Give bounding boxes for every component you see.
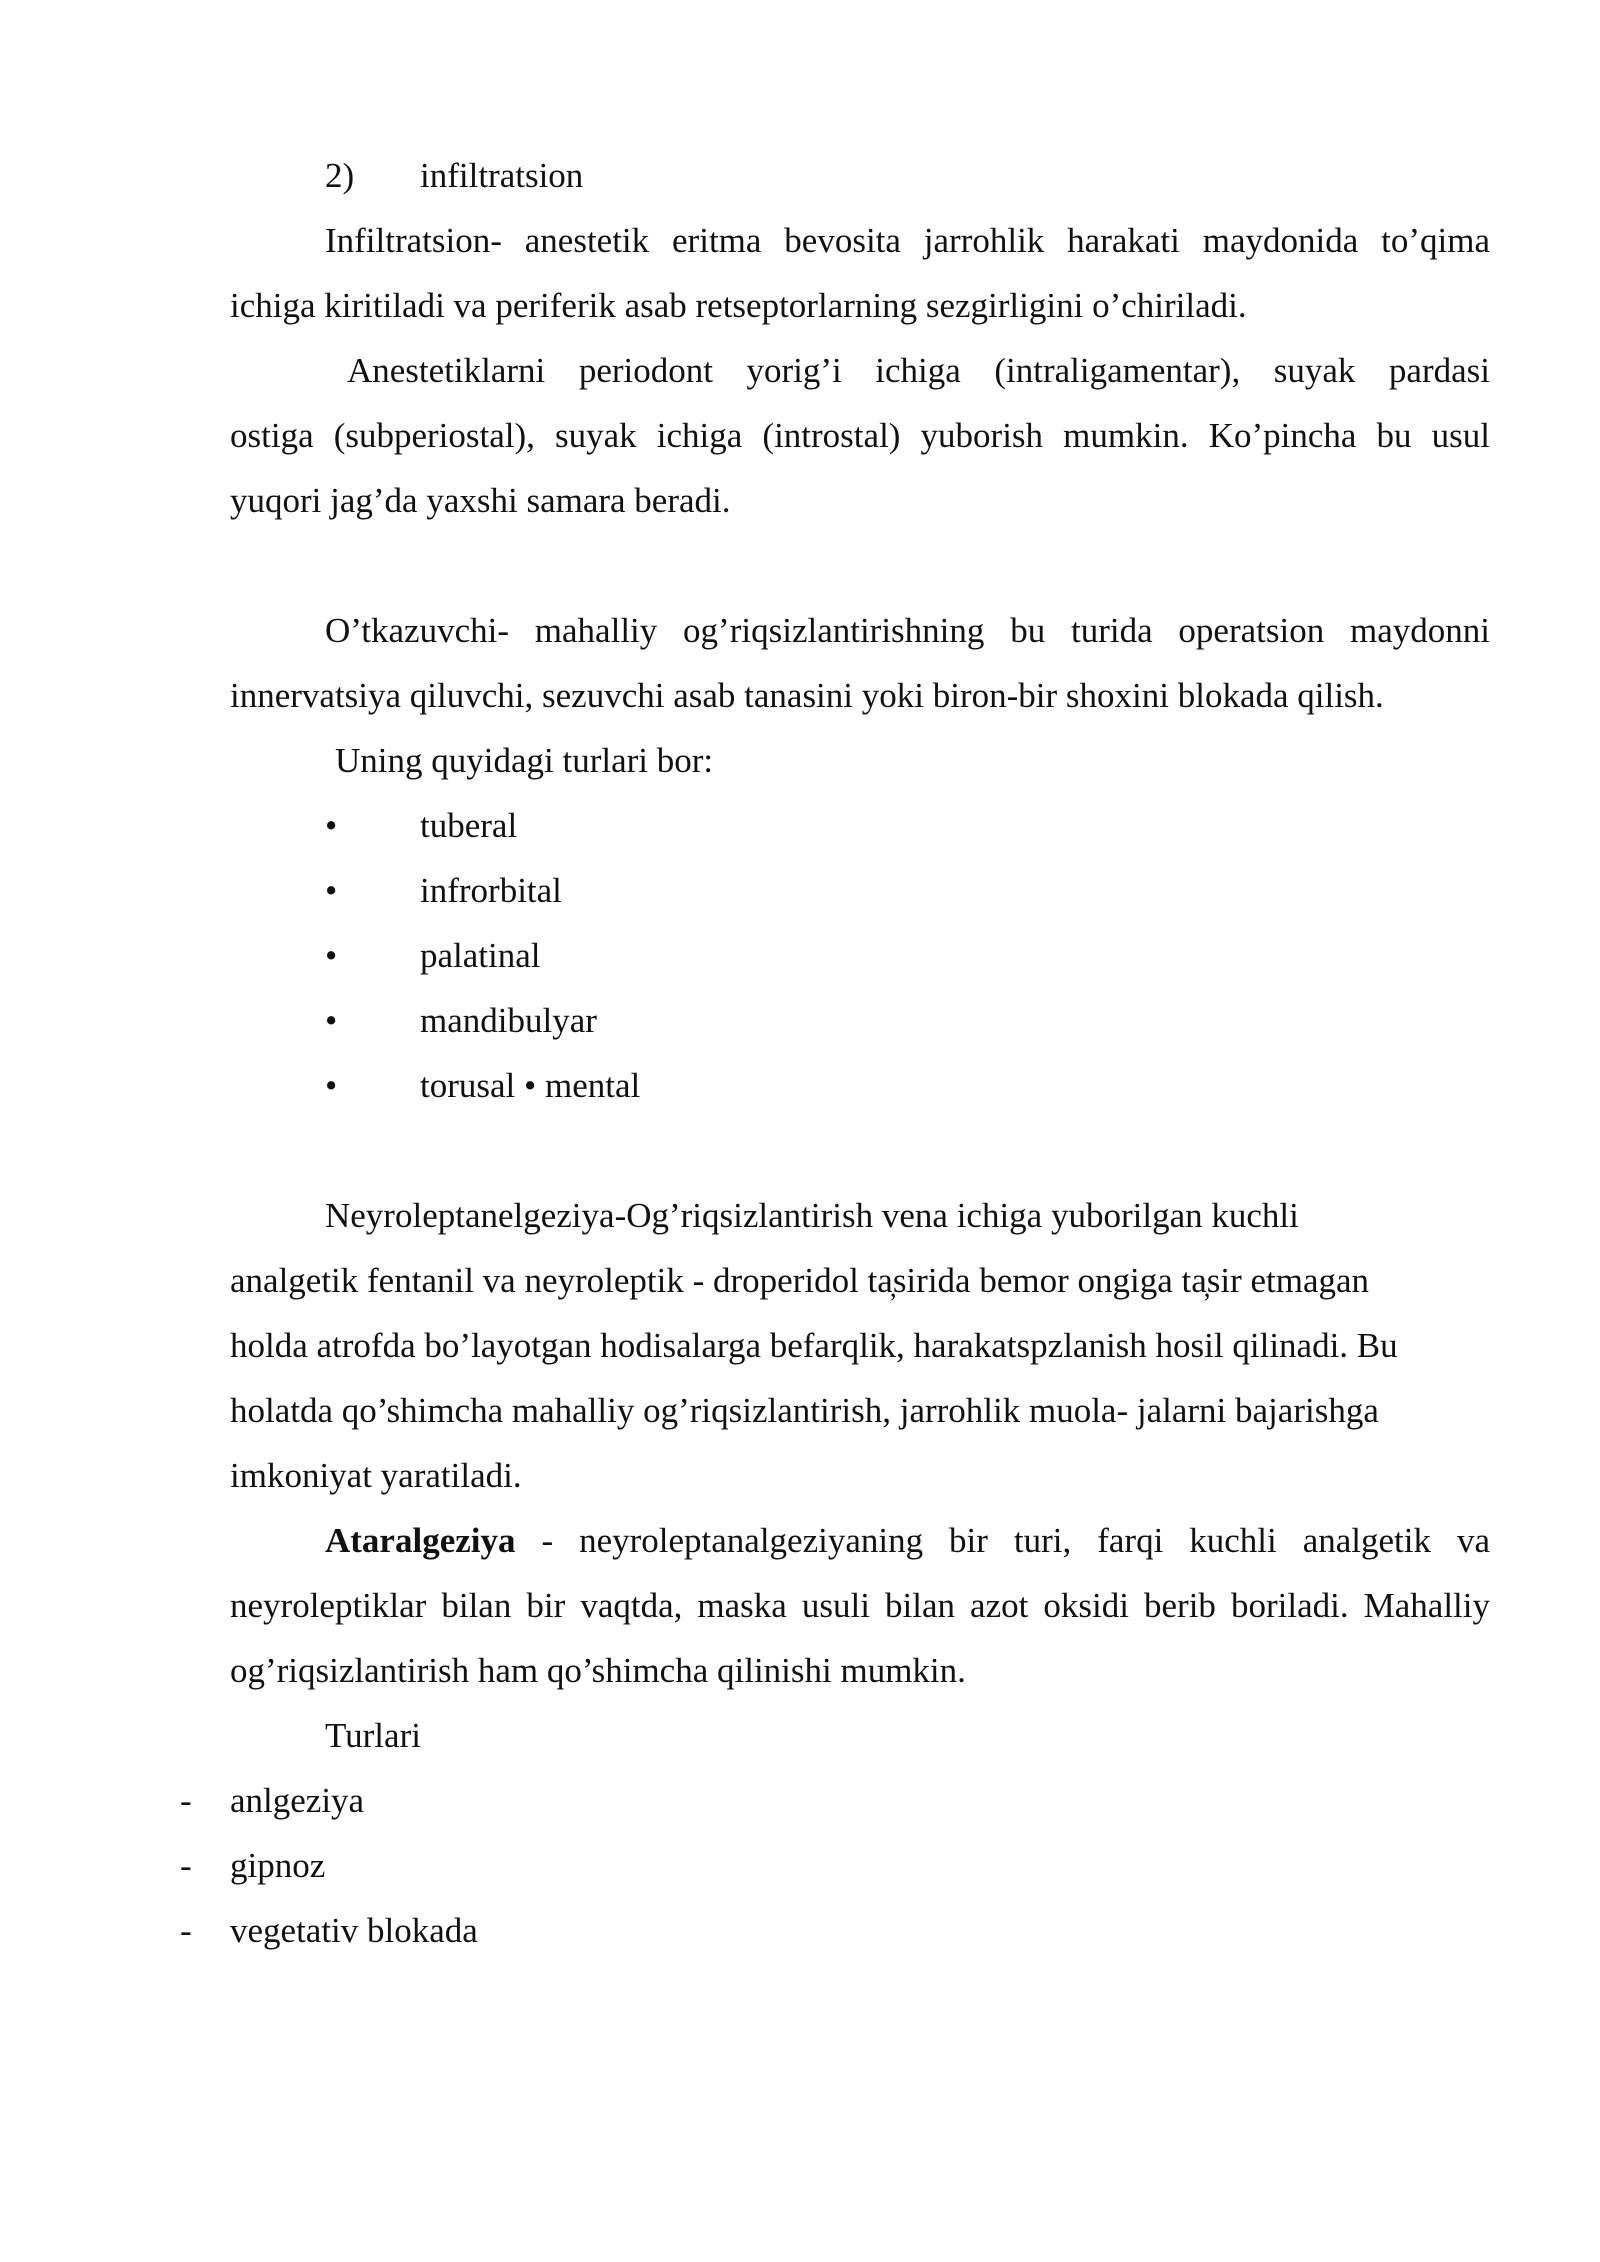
paragraph-line: Anestetiklarni periodont yorig’i ichiga (intraligamentar), suyak pardasi <box>347 351 1490 390</box>
bullet-marker: • <box>325 936 338 975</box>
paragraph-line <box>325 1508 1490 1573</box>
paragraph-line: O’tkazuvchi- mahalliy og’riqsizlantirishning bu turida operatsion maydonni <box>325 611 1490 650</box>
item-text: infiltratsion <box>420 156 584 195</box>
bullet-marker: • <box>325 806 338 845</box>
list-item: gipnoz <box>230 1846 326 1885</box>
paragraph-line: innervatsiya qiluvchi, sezuvchi asab tanasini yoki biron-bir shoxini blokada qilish. <box>230 676 1384 715</box>
paragraph-line: yuqori jag’da yaxshi samara beradi. <box>230 481 731 520</box>
dash-marker: - <box>180 1911 192 1950</box>
bold-term: Ataralgeziya <box>325 1521 516 1560</box>
list-item: torusal • mental <box>420 1066 641 1105</box>
paragraph-line: analgetik fentanil va neyroleptik - droperidol ta̦sirida bemor ongiga ta̦sir etmagan <box>230 1261 1370 1300</box>
list-item: anlgeziya <box>230 1781 365 1820</box>
list-item: mandibulyar <box>420 1001 597 1040</box>
paragraph-line: Neyroleptanelgeziya-Og’riqsizlantirish vena ichiga yuborilgan kuchli <box>325 1196 1299 1235</box>
list-item: tuberal <box>420 806 518 845</box>
paragraph-line: og’riqsizlantirish ham qo’shimcha qilinishi mumkin. <box>230 1651 966 1690</box>
list-item: vegetativ blokada <box>230 1911 478 1950</box>
bullet-marker: • <box>325 1001 338 1040</box>
list-heading: Turlari <box>325 1716 421 1755</box>
paragraph-line: ichiga kiritiladi va periferik asab retseptorlarning sezgirligini o’chiriladi. <box>230 286 1247 325</box>
paragraph-line: neyroleptiklar bilan bir vaqtda, maska usuli bilan azot oksidi berib boriladi. Mahalliy <box>230 1586 1490 1625</box>
paragraph-line: Uning quyidagi turlari bor: <box>335 741 714 780</box>
paragraph-line: imkoniyat yaratiladi. <box>230 1456 522 1495</box>
paragraph-text: - neyroleptanalgeziyaning bir turi, farqi kuchli analgetik va <box>515 1521 1490 1560</box>
paragraph-line: holatda qo’shimcha mahalliy og’riqsizlantirish, jarrohlik muola- jalarni bajarishga <box>230 1391 1379 1430</box>
list-item: infrorbital <box>420 871 562 910</box>
list-item: palatinal <box>420 936 541 975</box>
dash-marker: - <box>180 1846 192 1885</box>
paragraph-line: Infiltratsion- anestetik eritma bevosita jarrohlik harakati maydonida to’qima <box>325 221 1490 260</box>
bullet-marker: • <box>325 871 338 910</box>
bullet-marker: • <box>325 1066 338 1105</box>
item-number: 2) <box>325 156 355 195</box>
paragraph-line: ostiga (subperiostal), suyak ichiga (introstal) yuborish mumkin. Ko’pincha bu usul <box>230 416 1490 455</box>
dash-marker: - <box>180 1781 192 1820</box>
paragraph-line: holda atrofda bo’layotgan hodisalarga befarqlik, harakatspzlanish hosil qilinadi. Bu <box>230 1326 1398 1365</box>
